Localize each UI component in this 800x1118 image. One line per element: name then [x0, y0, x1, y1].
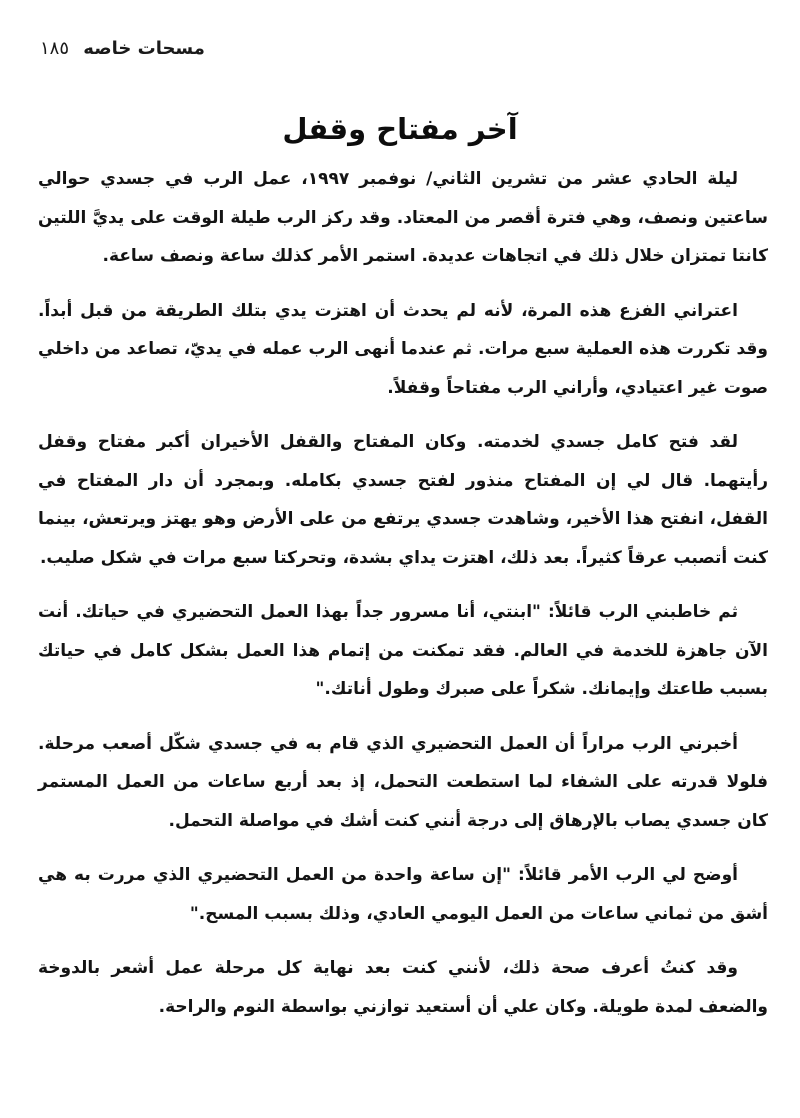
chapter-body — [38, 160, 768, 1042]
paragraph: أخبرني الرب مراراً أن العمل التحضيري الذي قام به في جسدي شكّل أصعب مرحلة. فلولا قدرته على الشفاء لما استطعت التحمل، إذ بعد أربع ساعات من العمل المستمر كان جسدي يصاب بالإرهاق إلى درجة أنني كنت أشك في مواصلة التحمل. — [38, 733, 768, 831]
chapter-title: آخر مفتاح وقفل — [282, 112, 518, 146]
book-title: مسحات خاصه — [83, 38, 205, 59]
paragraph: وقد كنتُ أعرف صحة ذلك، لأنني كنت بعد نهاية كل مرحلة عمل أشعر بالدوخة والضعف لمدة طويلة. وكان علي أن أستعيد توازني بواسطة النوم والراحة. — [38, 958, 768, 1017]
paragraph: اعتراني الفزع هذه المرة، لأنه لم يحدث أن اهتزت يدي بتلك الطريقة من قبل أبداً. وقد تكررت هذه العملية سبع مرات. ثم عندما أنهى الرب عمله في يديّ، تصاعد من داخلي صوت غير اعتيادي، وأراني الرب مفتاحاً وقفلاً. — [38, 300, 768, 398]
paragraph: لقد فتح كامل جسدي لخدمته. وكان المفتاح والقفل الأخيران أكبر مفتاح وقفل رأيتهما. قال لي إن المفتاح منذور لفتح جسدي بكامله. وبمجرد أن دار المفتاح في القفل، انفتح هذا الأخير، وشاهدت جسدي يرتفع من على الأرض وهو يهتز ويرتعش، بينما كنت أتصبب عرقاً كثيراً. بعد ذلك، اهتزت يداي بشدة، وتحركتا سبع مرات في شكل صليب. — [38, 432, 768, 568]
paragraph: أوضح لي الرب الأمر قائلاً: "إن ساعة واحدة من العمل التحضيري الذي مررت به هي أشق من ثماني ساعات من العمل اليومي العادي، وذلك بسبب المسح." — [38, 865, 768, 924]
page-number: ١٨٥ — [40, 38, 70, 59]
paragraph: ليلة الحادي عشر من تشرين الثاني/ نوفمبر ١٩٩٧، عمل الرب في جسدي حوالي ساعتين ونصف، وهي فترة أقصر من المعتاد. وقد ركز الرب طيلة الوقت على يديَّ اللتين كانتا تمتزان خلال ذلك في اتجاهات عديدة. استمر الأمر كذلك ساعة ونصف ساعة. — [38, 169, 768, 266]
paragraph: ثم خاطبني الرب قائلاً: "ابنتي، أنا مسرور جداً بهذا العمل التحضيري في حياتك. أنت الآن جاهزة للخدمة في العالم. فقد تمكنت من إتمام هذا العمل بشكل كامل في حياتك بسبب طاعتك وإيمانك. شكراً على صبرك وطول أناتك." — [38, 602, 768, 699]
running-header — [40, 38, 205, 59]
